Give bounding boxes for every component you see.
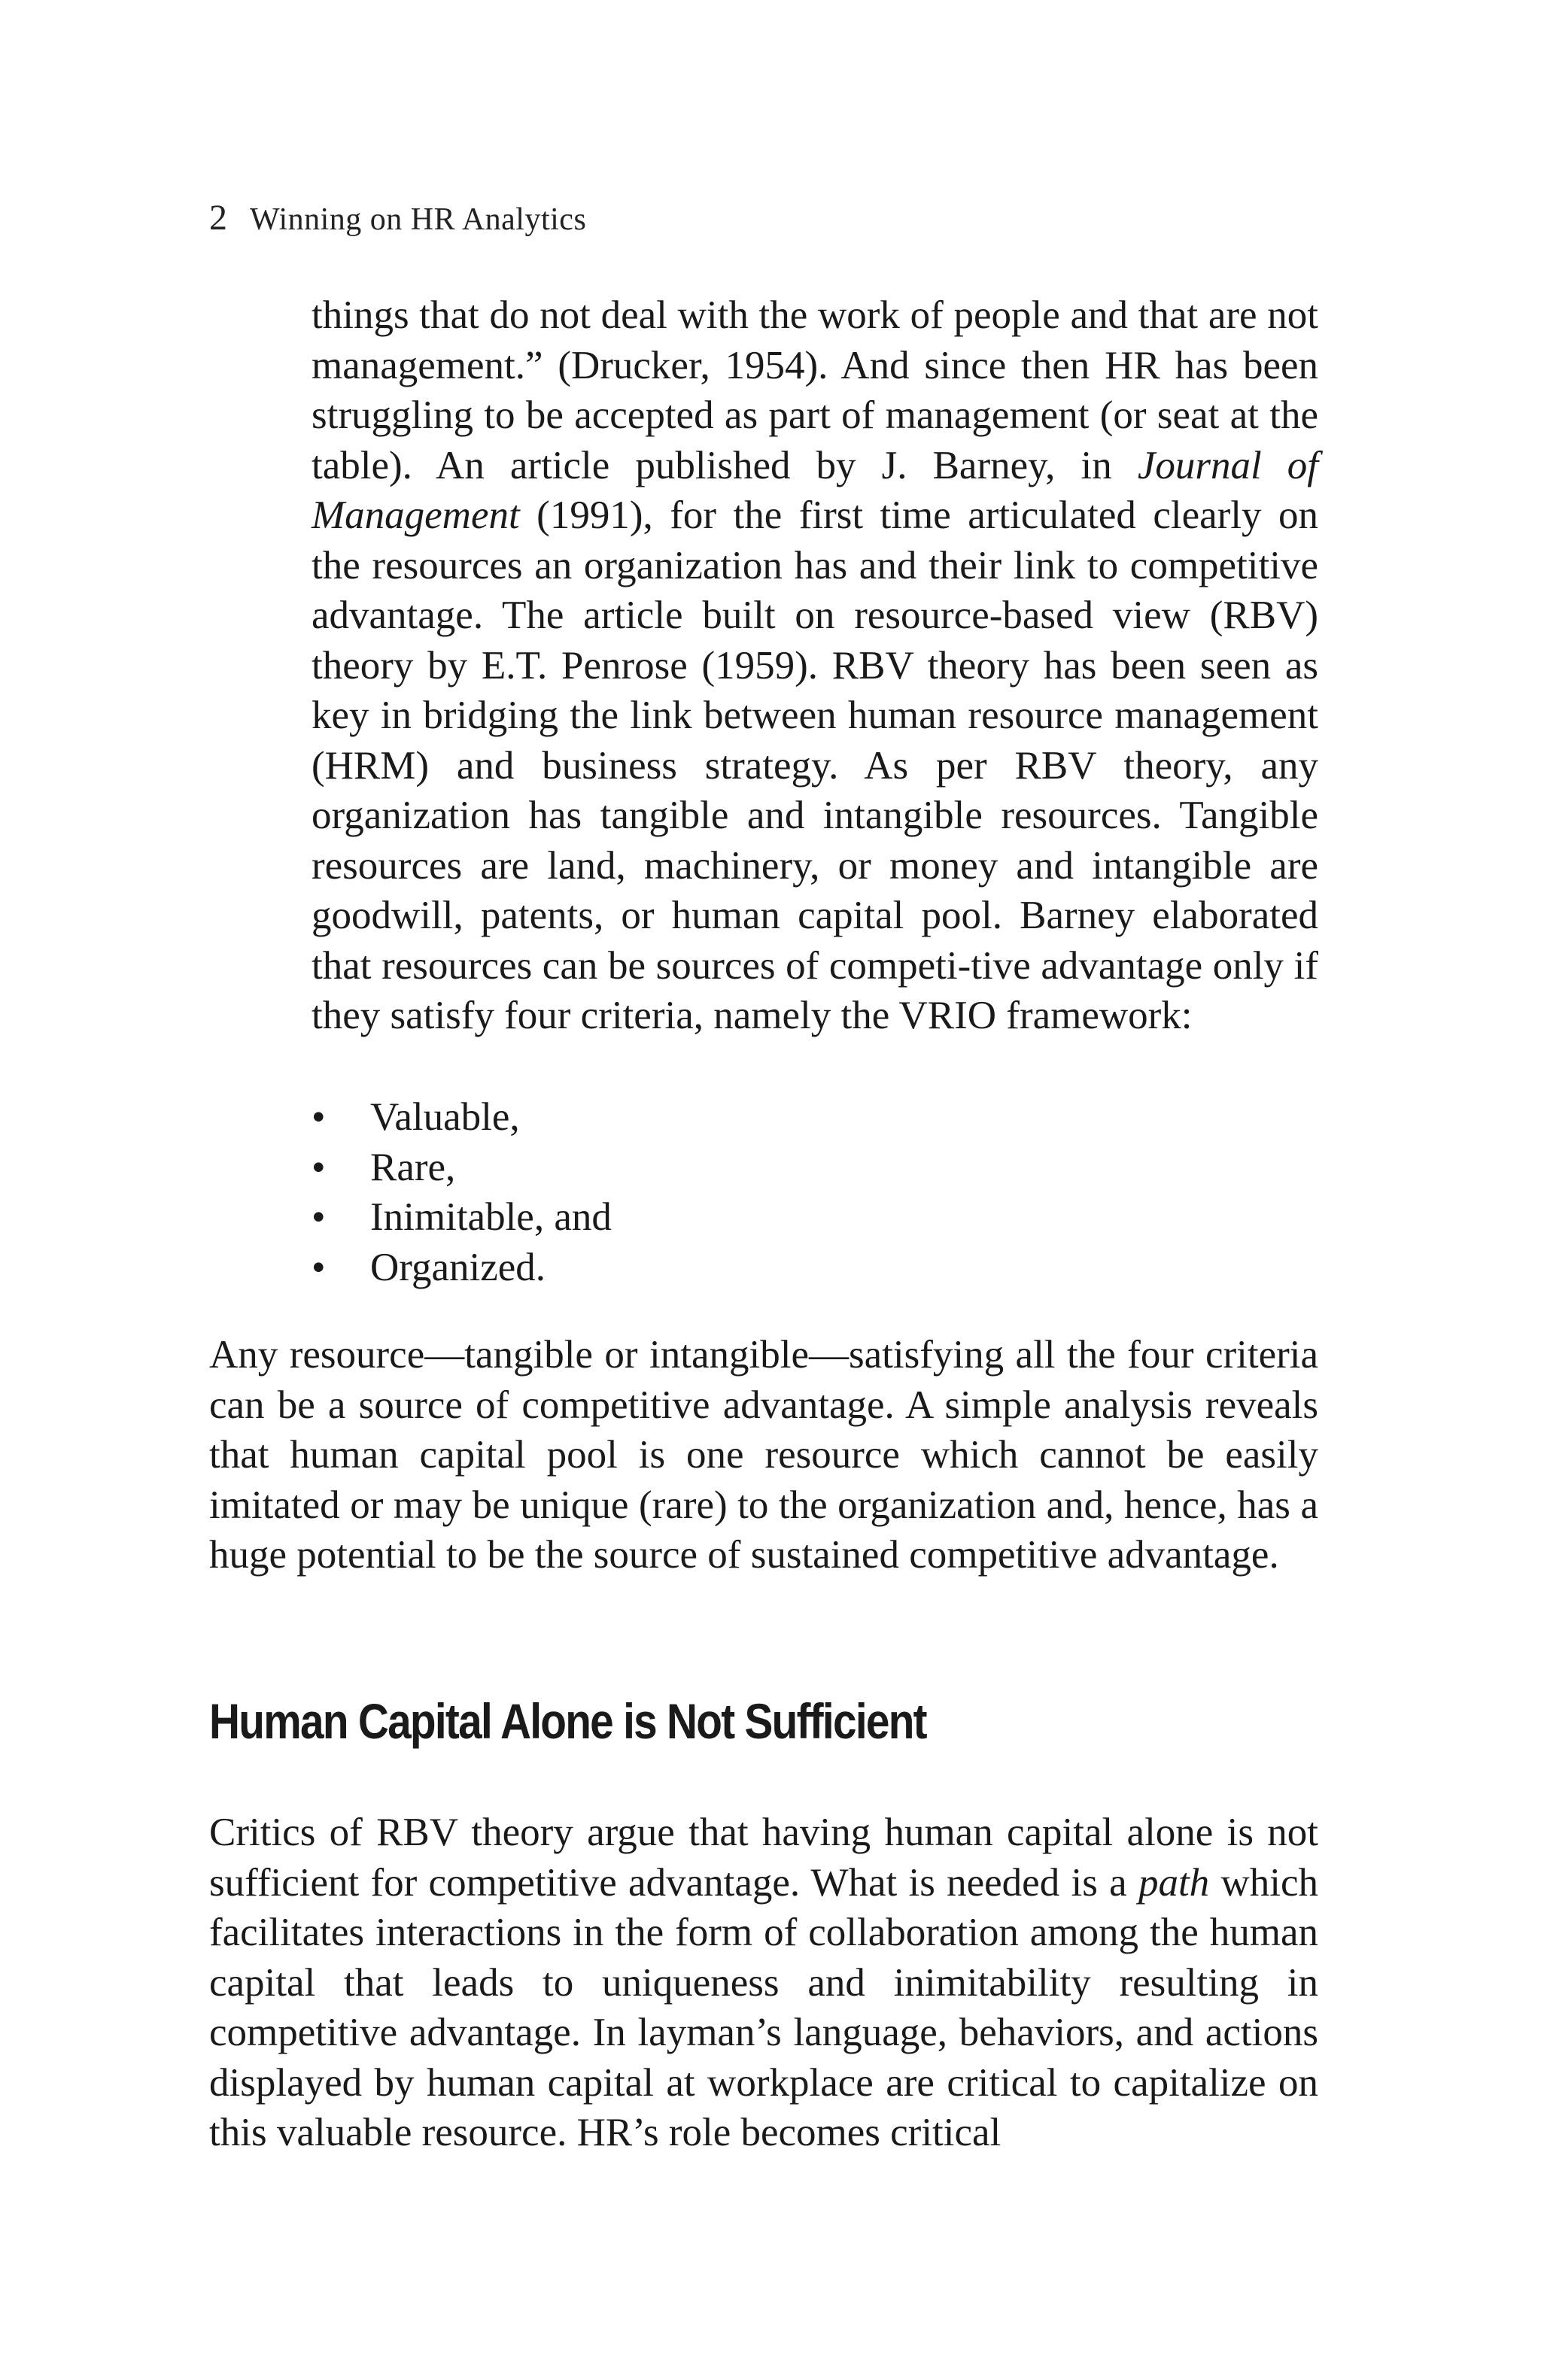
journal-title: Journal of Management <box>312 443 1318 537</box>
running-head <box>209 200 586 236</box>
section-heading: Human Capital Alone is Not Sufficient <box>209 1693 926 1749</box>
list-item-text: Rare, <box>370 1145 456 1189</box>
book-title: Winning on HR Analytics <box>250 202 587 237</box>
list-item <box>312 1192 1318 1243</box>
paragraph-text: things that do not deal with the work of people and that are not management.” (Drucker, 1954). And since then HR has been struggling to be accepted as part of management (or seat at the table). An article published by J. Barney, in <box>312 293 1318 487</box>
bullet-icon: • <box>312 1245 326 1289</box>
paragraph-rbv-theory <box>312 290 1318 1041</box>
list-item-text: Inimitable, and <box>370 1195 612 1239</box>
paragraph-human-capital: Any resource—tangible or intangible—satisfying all the four criteria can be a source of competitive advantage. A simple analysis reveals that human capital pool is one resource which cannot be easily imitated or may be unique (rare) to the organization and, hence, has a huge potential to be the source of sustained competitive advantage. <box>209 1333 1318 1577</box>
bullet-icon: • <box>312 1195 326 1239</box>
emphasis-path: path <box>1138 1860 1210 1905</box>
page-number: 2 <box>209 198 227 238</box>
paragraph-text: (1991), for the first time articulated clearly on the resources an organization has and their link to competitive advantage. The article built on resource-based view (RBV) theory by E.T. Penrose (1959). RBV theory has been seen as key in bridging the link between human resource management (HRM) and business strategy. As per RBV theory, any organization has tangible and intangible resources. Tangible resources are land, machinery, or money and intangible are goodwill, patents, or human capital pool. Barney elaborated that resources can be sources of competi-tive advantage only if they satisfy four criteria, namely the VRIO framework: <box>312 493 1318 1037</box>
list-item <box>312 1243 1318 1293</box>
bullet-icon: • <box>312 1095 326 1139</box>
paragraph-text: Critics of RBV theory argue that having human capital alone is not sufficient for competitive advantage. What is needed is a <box>209 1811 1318 1905</box>
list-item-text: Valuable, <box>370 1095 520 1139</box>
paragraph-text: which facilitates interactions in the form of collaboration among the human capital that leads to uniqueness and inimitability resulting in competitive advantage. In layman’s language, behaviors, and actions displayed by human capital at workplace are critical to capitalize on this valuable resource. HR’s role becomes critical <box>209 1860 1318 2154</box>
vrio-list <box>312 1092 1318 1292</box>
list-item <box>312 1092 1318 1143</box>
bullet-icon: • <box>312 1145 326 1189</box>
list-item <box>312 1143 1318 1193</box>
list-item-text: Organized. <box>370 1245 546 1289</box>
paragraph-critics <box>209 1808 1318 2158</box>
